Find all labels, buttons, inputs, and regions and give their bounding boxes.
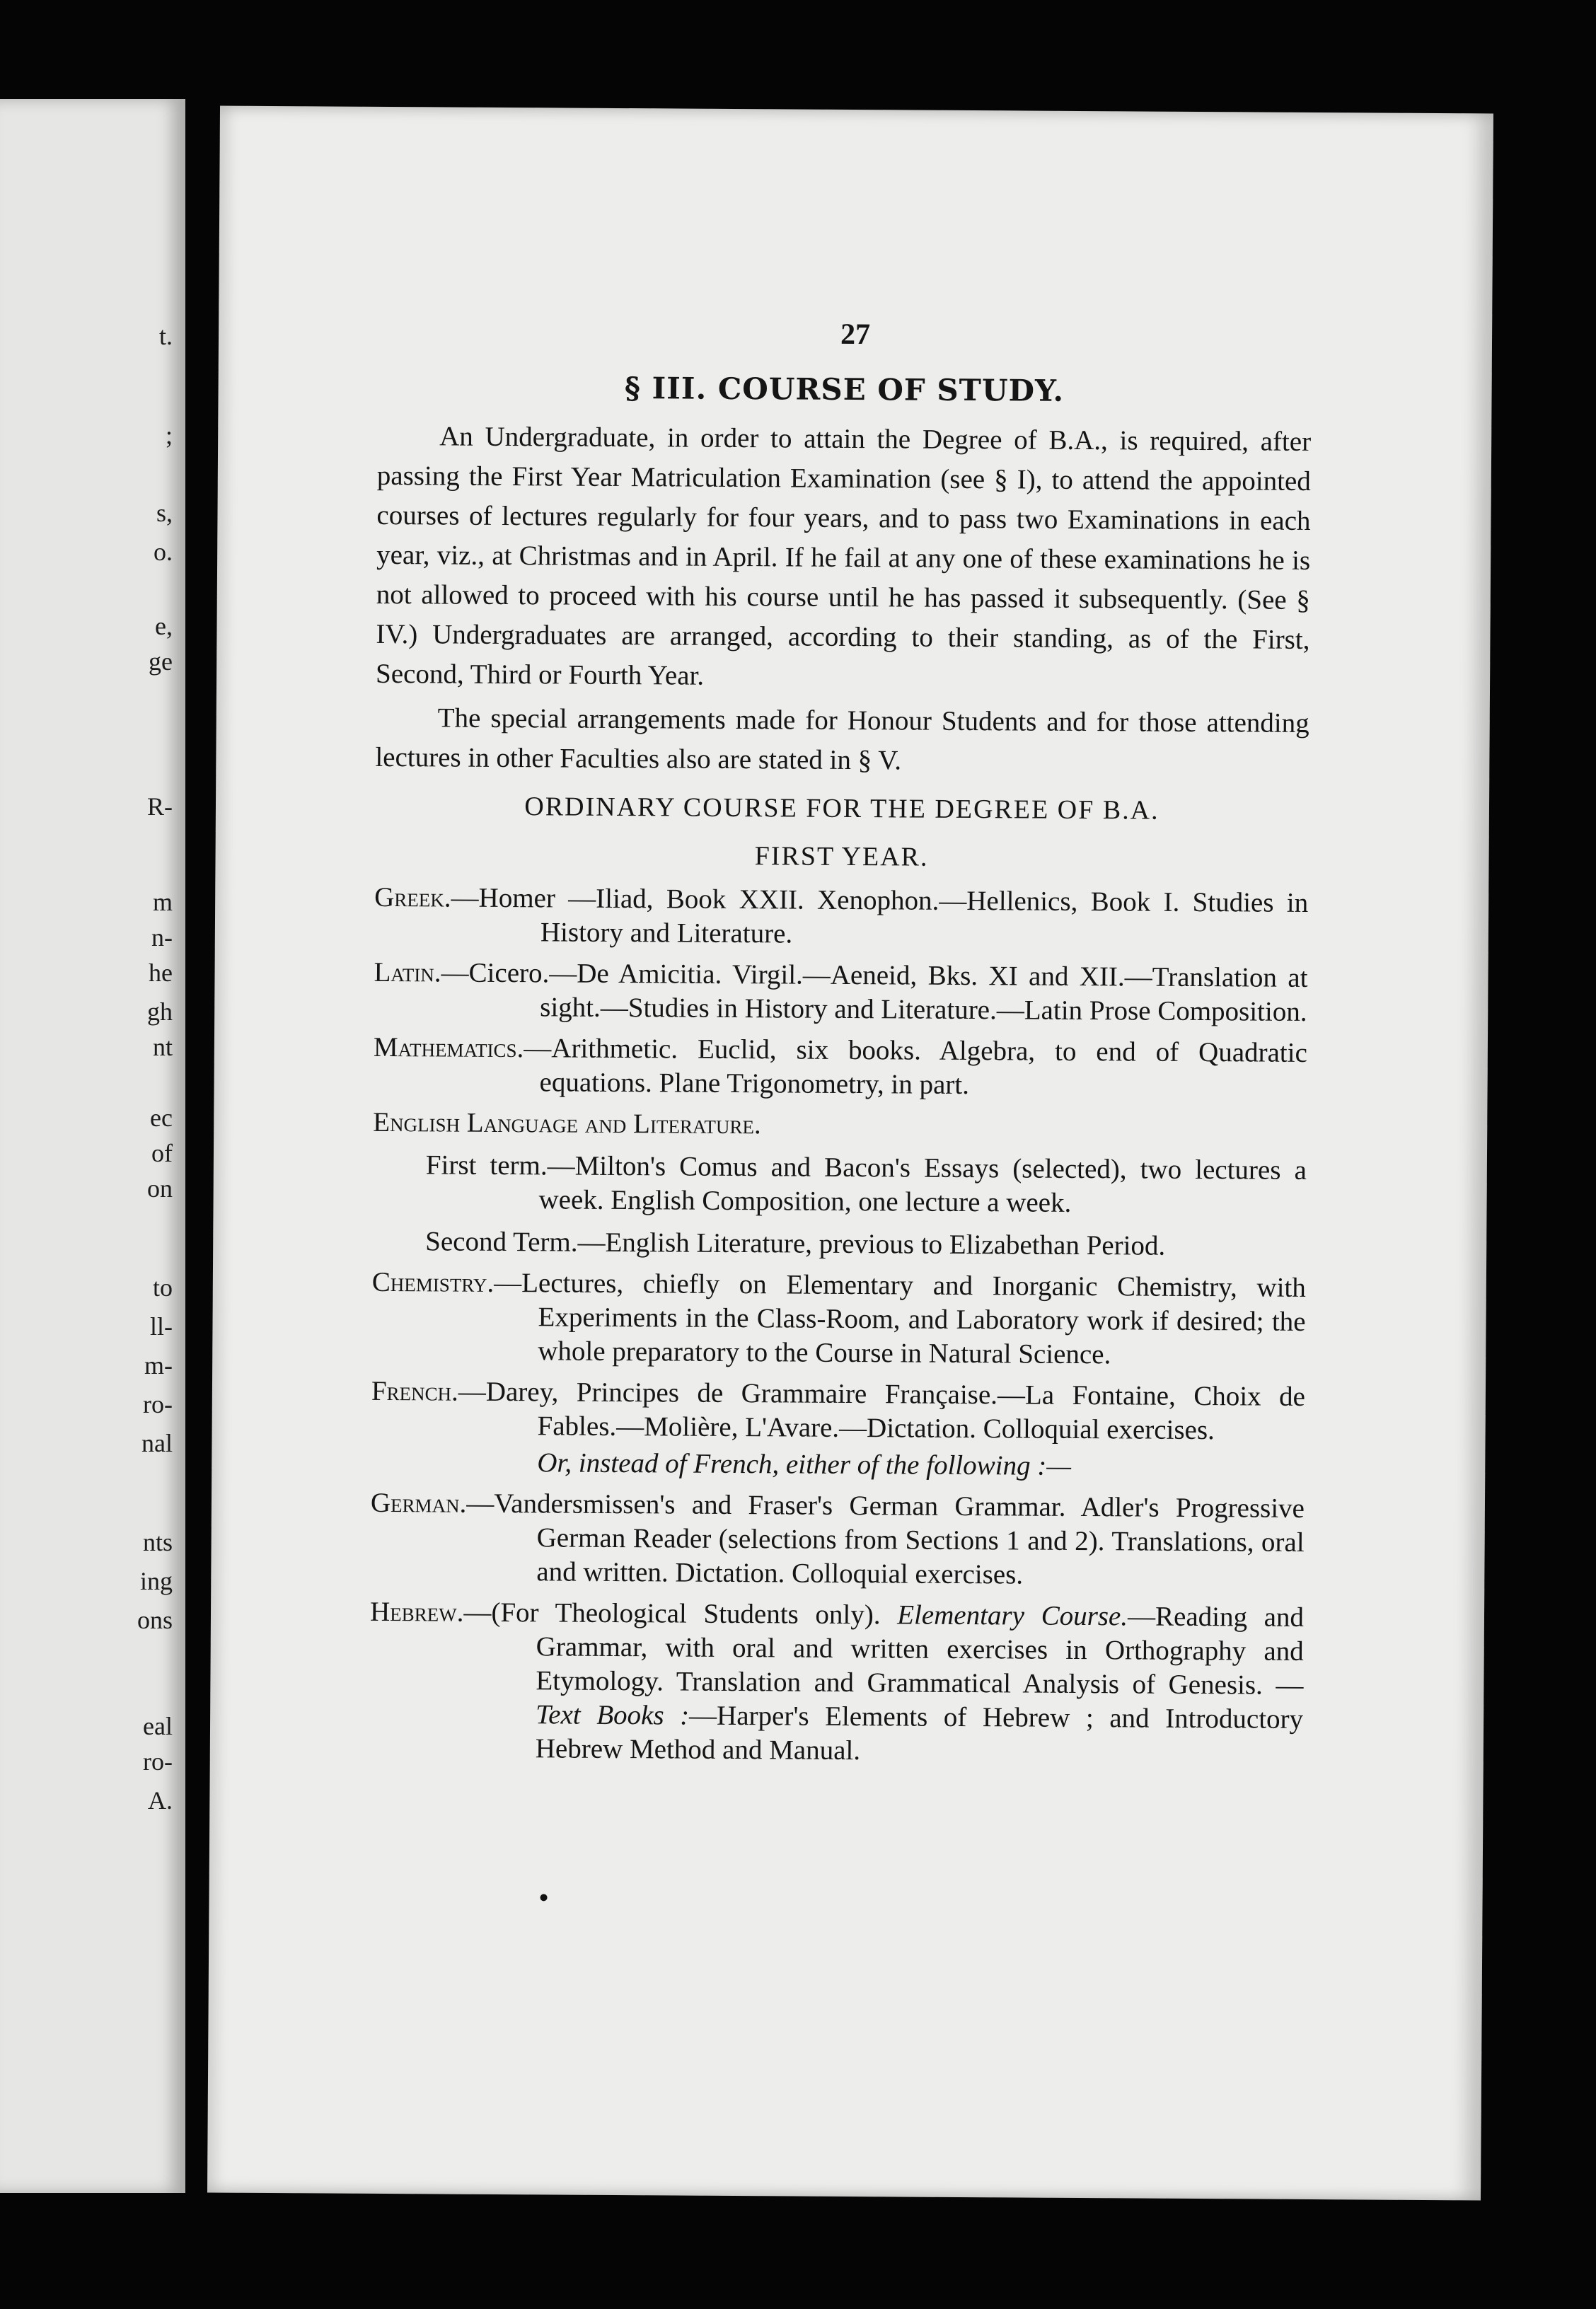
facing-page-fragment: of bbox=[151, 1139, 173, 1167]
facing-page-fragment: nal bbox=[141, 1429, 173, 1457]
subject-text: —Darey, Principes de Grammaire Française.—La Fontaine, Choix de Fables.—Molière, L'Avare.—Dictation. Colloquial exercises. bbox=[458, 1376, 1306, 1446]
facing-page-fragment: s, bbox=[156, 499, 173, 527]
facing-page-fragment: gh bbox=[147, 997, 173, 1026]
subject-text: —(For Theological Students only). bbox=[463, 1597, 898, 1631]
document-page bbox=[207, 106, 1493, 2201]
subject-text: —Reading and Grammar, with oral and written exercises in Orthography and Etymology. Translation and Grammatical Analysis of Genesis. — bbox=[536, 1601, 1305, 1701]
facing-page-fragment: on bbox=[147, 1174, 173, 1203]
ink-dot bbox=[540, 1894, 548, 1901]
facing-page-fragment: m bbox=[152, 888, 173, 916]
subject-label: German. bbox=[370, 1487, 467, 1519]
course-label: Elementary Course. bbox=[897, 1599, 1128, 1632]
facing-page-fragment: nt bbox=[152, 1033, 173, 1061]
books-label: Text Books : bbox=[536, 1699, 690, 1731]
facing-page-fragment: he bbox=[149, 959, 173, 987]
subject-text: —Cicero.—De Amicitia. Virgil.—Aeneid, Bks. XI and XII.—Translation at sight.—Studies in History and Literature.—Latin Prose Composition. bbox=[441, 957, 1308, 1027]
facing-page-fragment: ing bbox=[139, 1567, 173, 1595]
subject-label: Latin. bbox=[374, 956, 441, 988]
year-heading: FIRST YEAR. bbox=[754, 841, 929, 872]
subject-hebrew bbox=[369, 1595, 1304, 1771]
subject-label: French. bbox=[371, 1375, 459, 1407]
facing-page-fragment: ro- bbox=[143, 1747, 173, 1776]
facing-page-fragment: A. bbox=[148, 1786, 173, 1815]
subject-label: Greek. bbox=[374, 881, 451, 913]
page-number: 27 bbox=[840, 318, 871, 352]
term-label: Second Term. bbox=[425, 1226, 578, 1258]
facing-page-edge bbox=[0, 99, 185, 2193]
subject-label: Chemistry. bbox=[371, 1266, 495, 1298]
subject-german bbox=[370, 1486, 1305, 1594]
subject-french bbox=[371, 1375, 1305, 1448]
term-text: —Milton's Comus and Bacon's Essays (selected), two lectures a week. English Composition, one lecture a week. bbox=[538, 1150, 1307, 1218]
subject-text: —Homer —Iliad, Book XXII. Xenophon.—Hellenics, Book I. Studies in History and Literature. bbox=[451, 882, 1309, 949]
subject-label: Mathematics. bbox=[373, 1031, 524, 1064]
honours-paragraph: The special arrangements made for Honour Students and for those attending lectures in other Faculties also are stated in § V. bbox=[375, 702, 1309, 776]
facing-page-fragment: ro- bbox=[143, 1390, 173, 1418]
subject-chemistry bbox=[371, 1266, 1306, 1373]
facing-page-fragment: ; bbox=[165, 421, 173, 449]
facing-page-fragment: ons bbox=[137, 1606, 173, 1634]
english-first-term bbox=[372, 1148, 1307, 1222]
term-label: First term. bbox=[425, 1150, 548, 1181]
facing-page-fragment: e, bbox=[155, 612, 173, 640]
subject-latin bbox=[374, 956, 1308, 1029]
english-second-term bbox=[372, 1225, 1306, 1264]
facing-page-fragment: to bbox=[152, 1273, 173, 1302]
page-content bbox=[369, 312, 1312, 1771]
subject-text: —Harper's Elements of Hebrew ; and Introductory Hebrew Method and Manual. bbox=[535, 1700, 1304, 1766]
intro-paragraph: An Undergraduate, in order to attain the Degree of B.A., is required, after passing the First Year Matriculation Examination (see § I), to attend the appointed courses of lectures regularly for four years, and to pass two Examinations in each year, viz., at Christmas and in April. If he fail at any one of these examinations he is not allowed to proceed with his course until he has passed it subsequently. (See § IV.) Undergraduates are arranged, according to their standing, as of the First, Second, Third or Fourth Year. bbox=[375, 421, 1312, 691]
facing-page-fragment: ll- bbox=[150, 1312, 173, 1341]
facing-page-fragment: eal bbox=[143, 1712, 173, 1740]
facing-page-fragment: ec bbox=[150, 1104, 173, 1132]
subject-label: English Language and Literature. bbox=[373, 1106, 761, 1140]
facing-page-fragment: ge bbox=[149, 647, 173, 676]
subject-label: Hebrew. bbox=[369, 1596, 464, 1628]
facing-page-fragment: m- bbox=[144, 1351, 173, 1379]
subject-text: —Vandersmissen's and Fraser's German Grammar. Adler's Progressive German Reader (selections from Sections 1 and 2). Translations, oral and written. Dictation. Colloquial exercises. bbox=[466, 1488, 1305, 1590]
facing-page-fragment: o. bbox=[154, 538, 173, 566]
subject-english bbox=[373, 1106, 1307, 1145]
alternative-note: Or, instead of French, either of the following :— bbox=[537, 1447, 1072, 1481]
facing-page-fragment: R- bbox=[147, 792, 173, 821]
subject-greek bbox=[374, 881, 1309, 954]
section-title: § III. COURSE OF STUDY. bbox=[624, 371, 1065, 408]
facing-page-fragment: n- bbox=[151, 923, 173, 951]
subject-text: —Lectures, chiefly on Elementary and Inorganic Chemistry, with Experiments in the Class-Room, and Laboratory work if desired; the whole preparatory to the Course in Natural Science. bbox=[494, 1267, 1306, 1370]
course-heading: ORDINARY COURSE FOR THE DEGREE OF B.A. bbox=[524, 792, 1160, 826]
subject-mathematics bbox=[373, 1031, 1307, 1104]
subject-text: —Arithmetic. Euclid, six books. Algebra, to end of Quadratic equations. Plane Trigonometry, in part. bbox=[524, 1033, 1308, 1101]
facing-page-fragment: t. bbox=[158, 322, 173, 350]
term-text: —English Literature, previous to Elizabethan Period. bbox=[577, 1227, 1166, 1261]
facing-page-fragment: nts bbox=[142, 1528, 173, 1556]
